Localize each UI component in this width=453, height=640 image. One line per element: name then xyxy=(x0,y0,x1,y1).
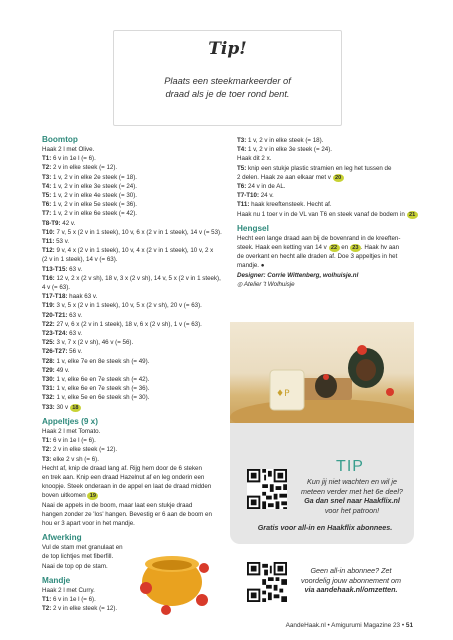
hengsel-text: de overkant en hecht alle draden af. Doe 3 appeltjes in het xyxy=(237,253,398,261)
round-label: T32: xyxy=(42,394,55,402)
boomtop-heading: Boomtop xyxy=(42,135,78,144)
step-badge: 20 xyxy=(333,174,344,182)
appel-text: boven uitkomen 19 xyxy=(42,491,222,500)
instruction-line xyxy=(42,283,222,292)
instruction-line xyxy=(42,329,222,338)
round-text: 63 v. xyxy=(67,330,83,338)
appeltjes-heading: Appeltjes (9 x) xyxy=(42,416,98,426)
promo-text: Kun jij niet wachten en wil je xyxy=(307,477,397,486)
atelier-credit: ◎ Atelier 't Wolhuisje xyxy=(237,280,295,288)
round-label: T1: xyxy=(42,595,52,603)
instruction-line xyxy=(42,255,222,264)
tip-box xyxy=(113,30,342,126)
appel-text: Hecht af, knip de draad lang af. Rijg hem door de 6 steken xyxy=(42,464,202,472)
tip-line-2: draad als je de toer rond bent. xyxy=(165,89,290,99)
round-label: T19: xyxy=(42,302,55,310)
instruction-line xyxy=(42,274,222,283)
round-text: 42 v. xyxy=(60,219,76,227)
afwerking-text: de top lichtjes met fiberfill. xyxy=(42,553,114,561)
round-text: 2 v in elke steek (= 12). xyxy=(51,446,118,454)
promo-link-haakflix[interactable]: Ga dan snel naar Haakflix.nl xyxy=(304,496,400,505)
round-label: T16: xyxy=(42,274,55,282)
round-text: 6 v in 1e l (= 6). xyxy=(51,437,96,445)
round-text: 6 v in 1e l (= 6). xyxy=(51,595,96,603)
round-label: T3: xyxy=(42,173,52,181)
instruction-line xyxy=(42,311,222,320)
instruction-line xyxy=(42,320,222,329)
round-label: T2: xyxy=(42,164,52,172)
round-text: haak kreeftensteek. Hecht af. xyxy=(249,201,332,209)
instruction-line xyxy=(237,145,427,154)
instruction-line xyxy=(237,136,427,145)
instruction-line xyxy=(237,182,427,191)
instruction-line xyxy=(42,228,222,237)
round-text: Haak 2 l met Tomato. xyxy=(42,427,101,435)
round-text: 2 v in elke steek (= 12). xyxy=(51,605,118,613)
round-text: 56 v. xyxy=(67,348,83,356)
qr-code-omzetten[interactable] xyxy=(247,562,287,602)
step-badge: 18 xyxy=(70,404,81,412)
instruction-line xyxy=(42,301,222,310)
svg-text:♦P: ♦P xyxy=(276,389,290,399)
round-label: T3: xyxy=(42,455,52,463)
round-text: 3 v, 7 x (2 v sh), 46 v (= 56). xyxy=(54,339,134,347)
round-text: 9 v, 4 x (2 v in 1 steek), 10 v, 4 x (2 v in 1 steek), 10 v, 2 x xyxy=(54,247,214,255)
instruction-line xyxy=(42,200,222,209)
round-text: knip een stukje plastic stramien en leg het tussen de xyxy=(246,164,392,172)
round-text: 1 v, 2 v in elke 2e steek (= 18). xyxy=(51,173,137,181)
instruction-line xyxy=(42,455,222,464)
bullet-icon: • xyxy=(401,622,406,629)
round-label: T6: xyxy=(42,201,52,209)
instruction-line xyxy=(237,200,427,209)
rt-line: 2 delen. Haak ze aan elkaar met v 20 xyxy=(237,173,427,182)
round-label: T2: xyxy=(42,446,52,454)
round-text: 63 v. xyxy=(67,311,83,319)
hengsel-text: steek. Haak een ketting van 14 v 22 en 23 . Haak hv aan xyxy=(237,244,400,252)
basket-apples-photo xyxy=(136,538,216,616)
tip-title: Tip! xyxy=(208,39,247,59)
round-text: 1 v, 2 v in elke steek (= 18). xyxy=(246,137,324,144)
tip-line-1: Plaats een steekmarkeerder of xyxy=(164,76,291,86)
round-label: T3: xyxy=(237,137,247,144)
hengsel-text: mandje. ● xyxy=(237,262,265,270)
round-text: 24 v. xyxy=(259,192,274,200)
instruction-line xyxy=(42,182,222,191)
instruction-line xyxy=(42,173,222,182)
promo-gratis: Gratis voor all-in en Haakflix abonnees. xyxy=(257,523,393,532)
instagram-icon: ◎ xyxy=(237,280,243,288)
page-number: 51 xyxy=(405,622,413,629)
instruction-line xyxy=(42,219,222,228)
instruction-line xyxy=(42,154,222,163)
round-label: T31: xyxy=(42,385,55,393)
instruction-line xyxy=(42,347,222,356)
instruction-line xyxy=(42,436,222,445)
round-label: T26-T27: xyxy=(42,348,68,356)
page-footer xyxy=(286,622,413,629)
promo-link-omzetten[interactable]: via aandehaak.nl/omzetten. xyxy=(304,585,398,594)
round-text: elke 2 v sh (= 6). xyxy=(51,455,99,463)
appel-text: en trek aan. Knip een draad Hazelnut af en leg onderin een xyxy=(42,473,205,481)
round-text: 53 v. xyxy=(54,238,70,246)
instruction-line xyxy=(42,163,222,172)
round-label: T4: xyxy=(42,182,52,190)
instruction-line xyxy=(42,191,222,200)
round-text: Haak 2 l met Curry. xyxy=(42,586,95,594)
boomtop-t33: T33: 30 v 18 xyxy=(42,403,222,412)
instruction-line xyxy=(42,366,222,375)
qr-code-haakflix[interactable] xyxy=(247,469,287,509)
round-label: T1: xyxy=(42,155,52,163)
round-label: T23-T24: xyxy=(42,330,68,338)
round-label: T22: xyxy=(42,320,55,328)
round-text: 1 v, 2 v in elke 3e steek (= 24). xyxy=(246,146,332,154)
afwerking-text: Vul de stam met granulaat en xyxy=(42,544,123,552)
step-badge: 22 xyxy=(329,244,340,252)
round-label: T5: xyxy=(237,164,247,172)
instruction-line xyxy=(42,357,222,366)
afwerking-heading: Afwerking xyxy=(42,533,82,543)
instruction-line xyxy=(42,237,222,246)
round-label: T17-T18: xyxy=(42,293,68,301)
rt-line: Haak nu 1 toer v in de VL van T6 en steek vanaf de bodem in 21 xyxy=(237,210,427,219)
round-text: 1 v, 2 v in elke 3e steek (= 24). xyxy=(51,182,137,190)
round-label: T7: xyxy=(42,210,52,218)
round-text: 1 v, elke 7e en 8e steek sh (= 49). xyxy=(54,357,150,365)
round-text: 1 v, 2 v in elke 4e steek (= 30). xyxy=(51,192,137,200)
round-label: T12: xyxy=(42,247,55,255)
step-badge: 23 xyxy=(350,244,361,252)
round-label: T13-T15: xyxy=(42,265,68,273)
round-label: T10: xyxy=(42,228,55,236)
instruction-line xyxy=(42,246,222,255)
instruction-line xyxy=(237,154,427,163)
round-text: 1 v, 2 v in elke 5e steek (= 36). xyxy=(51,201,137,209)
promo-text: meteen verder met het 6e deel? xyxy=(301,486,403,496)
round-label: T8-T9: xyxy=(42,219,61,227)
instruction-line xyxy=(42,375,222,384)
hengsel-heading: Hengsel xyxy=(237,223,269,233)
instruction-line xyxy=(42,393,222,402)
promo-text-2: voordelig jouw abonnement om xyxy=(301,575,401,585)
amigurumi-photo xyxy=(230,322,414,424)
mandje-heading: Mandje xyxy=(42,575,71,585)
footer-text: AandeHaak.nl • Amigurumi Magazine 23 xyxy=(285,622,401,629)
round-text: 4 v (= 63). xyxy=(42,284,71,292)
designer-credit: Designer: Corrie Wittenberg, wolhuisje.nl xyxy=(237,271,359,279)
afwerking-text: Naai de top op de stam. xyxy=(42,562,108,570)
appel-text: hou er 3 apart voor in het mandje. xyxy=(42,519,135,527)
right-column xyxy=(237,136,427,289)
round-text: Haak dit 2 x. xyxy=(237,155,272,163)
promo-tip-title: TIP xyxy=(336,458,364,475)
round-label: T30: xyxy=(42,376,55,384)
instruction-line xyxy=(42,145,222,154)
instruction-line xyxy=(237,191,427,200)
round-label: T11: xyxy=(237,201,250,209)
round-label: T5: xyxy=(42,192,52,200)
round-label: T20-T21: xyxy=(42,311,68,319)
round-text: 3 v, 5 x (2 v in 1 steek), 10 v, 5 x (2 v sh), 20 v (= 63). xyxy=(54,302,202,310)
promo-text-2: Geen all-in abonnee? Zet xyxy=(310,566,392,575)
round-text: haak 63 v. xyxy=(67,293,98,301)
round-label: T25: xyxy=(42,339,55,347)
bullet-icon: ● xyxy=(260,262,265,270)
round-text: 27 v, 6 x (2 v in 1 steek), 18 v, 6 x (2 v sh), 1 v (= 63). xyxy=(54,320,202,328)
round-text: 2 v in elke steek (= 12). xyxy=(51,164,118,172)
boomtop-instructions xyxy=(42,145,222,403)
step-badge: 19 xyxy=(87,492,98,500)
round-text: 7 v, 5 x (2 v in 1 steek), 10 v, 6 x (2 v in 1 steek), 14 v (= 53). xyxy=(54,228,222,236)
round-text: 1 v, elke 6e en 7e steek sh (= 36). xyxy=(54,385,150,393)
instruction-line xyxy=(42,427,222,436)
round-label: T7-T10: xyxy=(237,192,260,200)
round-text: 24 v in de AL. xyxy=(246,183,286,191)
round-text: Haak 2 l met Olive. xyxy=(42,146,95,153)
round-label: T2: xyxy=(42,605,52,613)
round-label: T1: xyxy=(42,437,52,445)
mandje-continued xyxy=(237,136,427,173)
mandje-continued-2 xyxy=(237,182,427,210)
round-text: 49 v. xyxy=(54,366,70,374)
appeltjes-instructions xyxy=(42,427,222,464)
round-text: 1 v, 2 v in elke 6e steek (= 42). xyxy=(51,210,137,218)
round-text: 63 v. xyxy=(67,265,83,273)
round-label: T6: xyxy=(237,183,247,191)
round-text: 1 v, elke 6e en 7e steek sh (= 42). xyxy=(54,376,150,384)
promo-text: voor het patroon! xyxy=(324,505,380,515)
round-label: T11: xyxy=(42,238,55,246)
round-text: 1 v, elke 5e en 6e steek sh (= 30). xyxy=(54,394,150,402)
instruction-line xyxy=(42,338,222,347)
appel-text: hangen zonder ze 'los' hangen. Bevestig er 6 aan de boom en xyxy=(42,510,212,518)
hengsel-text: Hecht een lange draad aan bij de bovenrand in de kreeften- xyxy=(237,234,401,242)
round-label: T28: xyxy=(42,357,55,365)
round-text: 12 v, 2 x (2 v sh), 18 v, 3 x (2 v sh), 14 v, 5 x (2 v in 1 steek), xyxy=(54,274,221,282)
appel-text: knoopje. Steek onderaan in de appel en laat de draad midden xyxy=(42,483,212,491)
round-label: T29: xyxy=(42,366,55,374)
round-text: 6 v in 1e l (= 6). xyxy=(51,155,96,163)
appel-text: Naai de appels in de boom, maar laat een stukje draad xyxy=(42,501,193,509)
instruction-line xyxy=(237,164,427,173)
round-label: T4: xyxy=(237,146,247,154)
instruction-line xyxy=(42,292,222,301)
instruction-line xyxy=(42,384,222,393)
round-text: (2 v in 1 steek), 14 v (= 63). xyxy=(42,256,118,264)
instruction-line xyxy=(42,209,222,218)
instruction-line xyxy=(42,445,222,454)
step-badge: 21 xyxy=(407,211,418,219)
instruction-line xyxy=(42,265,222,274)
